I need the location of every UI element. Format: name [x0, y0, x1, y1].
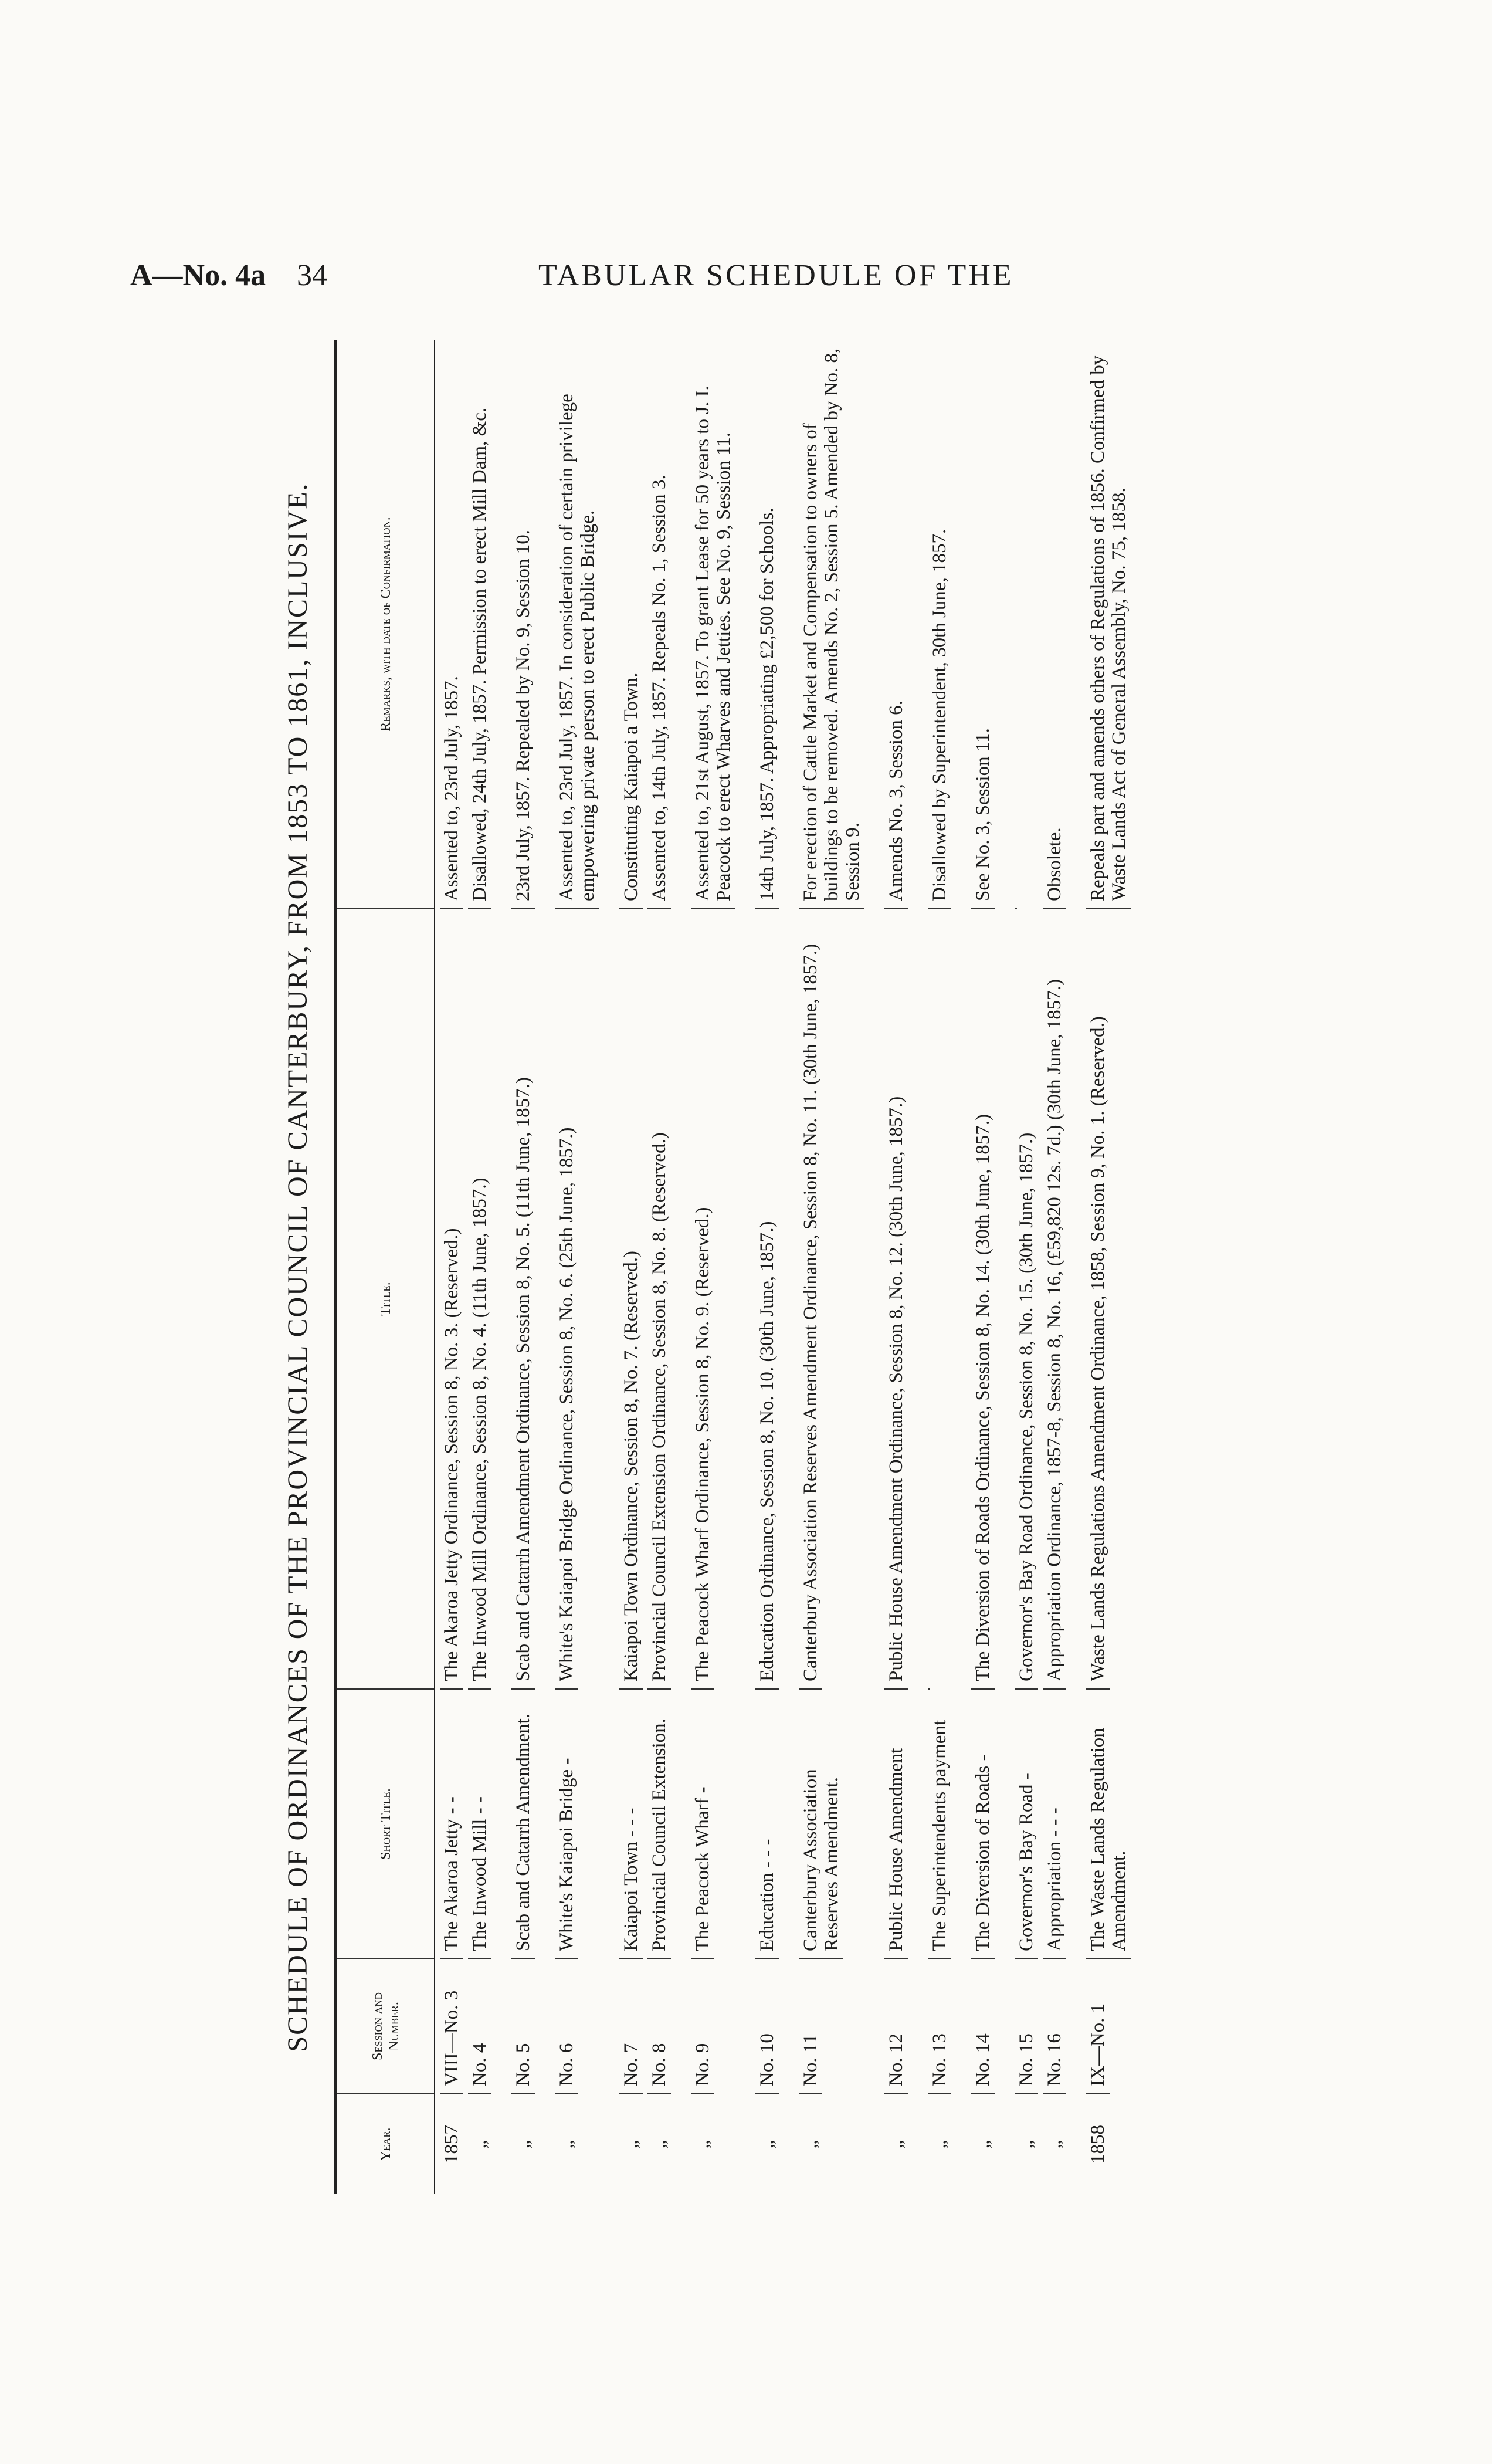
cell-session: No. 7 [619, 1959, 643, 2094]
col-header-session: Session and Number. [337, 1959, 434, 2094]
page-id: A—No. 4a [130, 259, 266, 292]
cell-remarks: Disallowed by Superintendent, 30th June, 1857. [928, 340, 951, 909]
cell-year: „ [1016, 2140, 1037, 2149]
cell-title: Governor's Bay Road Ordinance, Session 8, No. 15. (30th June, 1857.) [1015, 909, 1038, 1690]
cell-title: Scab and Catarrh Amendment Ordinance, Session 8, No. 5. (11th June, 1857.) [511, 909, 535, 1690]
cell-session: No. 10 [755, 1959, 779, 2094]
cell-short-title: The Waste Lands Regulation Amendment. [1086, 1690, 1131, 1959]
cell-year: „ [469, 2140, 490, 2149]
col-header-title: Title. [337, 909, 434, 1690]
cell-year: „ [800, 2140, 821, 2149]
cell-short-title: Appropriation - - - [1043, 1690, 1066, 1959]
cell-session: No. 6 [555, 1959, 578, 2094]
cell-year: 1858 [1087, 2125, 1108, 2164]
cell-remarks: Assented to, 23rd July, 1857. In consideration of certain privilege empowering private person to erect Public Bridge. [555, 340, 599, 909]
cell-year: „ [972, 2140, 993, 2149]
table-header [334, 340, 435, 2194]
col-header-year: Year. [378, 2127, 394, 2161]
cell-session: No. 8 [647, 1959, 671, 2094]
cell-short-title: Scab and Catarrh Amendment. [511, 1690, 535, 1959]
cell-title: Public House Amendment Ordinance, Session 8, No. 12. (30th June, 1857.) [884, 909, 908, 1690]
cell-year: „ [1044, 2140, 1065, 2149]
cell-session: No. 12 [884, 1959, 908, 2094]
cell-year: „ [692, 2140, 713, 2149]
cell-session: No. 16 [1043, 1959, 1066, 2094]
table-row [951, 340, 995, 2194]
cell-remarks: Disallowed, 24th July, 1857. Permission to erect Mill Dam, &c. [468, 340, 491, 909]
cell-short-title: Provincial Council Extension. [647, 1690, 671, 1959]
table-row [1066, 340, 1131, 2194]
cell-session: No. 11 [799, 1959, 822, 2094]
cell-session: No. 4 [468, 1959, 491, 2094]
cell-title: Waste Lands Regulations Amendment Ordinance, 1858, Session 9, No. 1. (Reserved.) [1086, 909, 1110, 1690]
cell-short-title: Public House Amendment [884, 1690, 908, 1959]
cell-remarks: Repeals part and amends others of Regulations of 1856. Confirmed by Waste Lands Act of General Assembly, No. 75, 1858. [1086, 340, 1131, 909]
table-row [535, 340, 599, 2194]
table-row [463, 340, 491, 2194]
cell-session: IX—No. 1 [1086, 1959, 1110, 2094]
table-row [779, 340, 864, 2194]
cell-short-title: The Superintendents payment [928, 1690, 951, 1959]
cell-year: „ [556, 2140, 577, 2149]
cell-short-title: The Peacock Wharf - [691, 1690, 714, 1959]
cell-remarks: 23rd July, 1857. Repealed by No. 9, Session 10. [511, 340, 535, 909]
table-row [671, 340, 735, 2194]
cell-short-title: Education - - - [755, 1690, 779, 1959]
schedule-table [334, 340, 1131, 2194]
cell-session: No. 5 [511, 1959, 535, 2094]
page-number: 34 [297, 259, 327, 292]
schedule-title: SCHEDULE OF ORDINANCES OF THE PROVINCIAL COUNCIL OF CANTERBURY, FROM 1853 TO 1861, INCLUSIVE. [282, 482, 313, 2052]
cell-remarks [1015, 340, 1017, 909]
table-row [864, 340, 908, 2194]
cell-title: Provincial Council Extension Ordinance, Session 8, No. 8. (Reserved.) [647, 909, 671, 1690]
cell-remarks: Assented to, 14th July, 1857. Repeals No. 1, Session 3. [647, 340, 671, 909]
cell-session: No. 13 [928, 1959, 951, 2094]
cell-remarks: See No. 3, Session 11. [971, 340, 995, 909]
cell-year: „ [757, 2140, 778, 2149]
cell-remarks: Obsolete. [1043, 340, 1066, 909]
cell-session: No. 9 [691, 1959, 714, 2094]
cell-title: Kaiapoi Town Ordinance, Session 8, No. 7. (Reserved.) [619, 909, 643, 1690]
cell-year: „ [649, 2140, 670, 2149]
cell-remarks: 14th July, 1857. Appropriating £2,500 for Schools. [755, 340, 779, 909]
table-row [491, 340, 535, 2194]
table-row [735, 340, 779, 2194]
cell-remarks: Amends No. 3, Session 6. [884, 340, 908, 909]
cell-year: „ [929, 2140, 950, 2149]
table-row [908, 340, 951, 2194]
cell-short-title: The Inwood Mill - - [468, 1690, 491, 1959]
cell-remarks: Constituting Kaiapoi a Town. [619, 340, 643, 909]
cell-remarks: For erection of Cattle Market and Compensation to owners of buildings to be removed. Amends No. 2, Session 5. Amended by No. 8, Session 9. [799, 340, 864, 909]
cell-year: 1857 [441, 2125, 462, 2164]
cell-title: Appropriation Ordinance, 1857-8, Session 8, No. 16, (£59,820 12s. 7d.) (30th June, 1857.) [1043, 909, 1066, 1690]
cell-year: „ [886, 2140, 907, 2149]
table-row [995, 340, 1038, 2194]
cell-short-title: The Diversion of Roads - [971, 1690, 995, 1959]
cell-title: White's Kaiapoi Bridge Ordinance, Session 8, No. 6. (25th June, 1857.) [555, 909, 578, 1690]
cell-session: No. 14 [971, 1959, 995, 2094]
col-header-remarks: Remarks, with date of Confirmation. [337, 340, 434, 909]
rotated-schedule [282, 340, 1208, 2194]
cell-short-title: Kaiapoi Town - - - [619, 1690, 643, 1959]
cell-title: Canterbury Association Reserves Amendment Ordinance, Session 8, No. 11. (30th June, 1857.) [799, 909, 822, 1690]
cell-short-title: The Akaroa Jetty - - [440, 1690, 463, 1959]
col-header-short-title: Short Title. [337, 1690, 434, 1959]
table-body [435, 340, 1131, 2194]
cell-year: „ [513, 2140, 534, 2149]
cell-short-title: Governor's Bay Road - [1015, 1690, 1038, 1959]
cell-title: The Akaroa Jetty Ordinance, Session 8, No. 3. (Reserved.) [440, 909, 463, 1690]
cell-title: The Peacock Wharf Ordinance, Session 8, No. 9. (Reserved.) [691, 909, 714, 1690]
table-row [435, 340, 463, 2194]
cell-session: VIII—No. 3 [440, 1959, 463, 2094]
cell-year: „ [620, 2140, 642, 2149]
cell-title: Education Ordinance, Session 8, No. 10. (30th June, 1857.) [755, 909, 779, 1690]
cell-title: The Inwood Mill Ordinance, Session 8, No. 4. (11th June, 1857.) [468, 909, 491, 1690]
table-row [599, 340, 643, 2194]
cell-title: The Diversion of Roads Ordinance, Session 8, No. 14. (30th June, 1857.) [971, 909, 995, 1690]
cell-session: No. 15 [1015, 1959, 1038, 2094]
cell-remarks: Assented to, 23rd July, 1857. [440, 340, 463, 909]
cell-short-title: White's Kaiapoi Bridge - [555, 1690, 578, 1959]
cell-remarks: Assented to, 21st August, 1857. To grant Lease for 50 years to J. I. Peacock to erect Wharves and Jetties. See No. 9, Session 11. [691, 340, 735, 909]
table-row [643, 340, 671, 2194]
cell-short-title: Canterbury Association Reserves Amendment. [799, 1690, 843, 1959]
cell-title [928, 909, 930, 1690]
running-title: TABULAR SCHEDULE OF THE [538, 259, 1014, 292]
table-row [1038, 340, 1066, 2194]
